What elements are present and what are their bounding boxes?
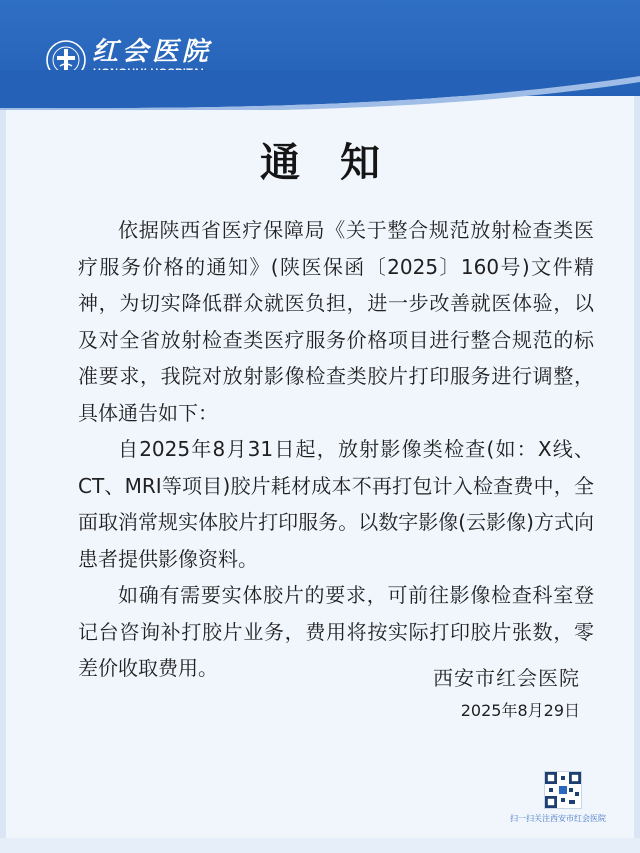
notice-paragraph-1: 依据陕西省医疗保障局《关于整合规范放射检查类医疗服务价格的通知》(陕医保函〔2025〕160号)文件精神，为切实降低群众就医负担，进一步改善就医体验，以及对全省放射检查类医疗服务价格项目进行整合规范的标准要求，我院对放射影像检查类胶片打印服务进行调整，具体通告如下： [78,218,594,425]
notice-paragraph-3: 如确有需要实体胶片的要求，可前往影像检查科室登记台咨询补打胶片业务，费用将按实际打印胶片张数，零差价收取费用。 [78,583,594,680]
brand-name-cn: 红会医院 [92,37,213,67]
notice-body [78,212,594,687]
signature-block [433,664,580,724]
qr-caption: 扫一扫关注西安市红会医院 [510,814,606,823]
right-border [634,0,640,853]
signature-name: 西安市红会医院 [433,666,580,690]
notice-title: 通知 [260,140,420,186]
qr-code[interactable] [544,771,582,809]
qr-code-icon [545,772,581,808]
bottom-band [0,838,640,853]
left-border [0,0,6,853]
header-wave [0,70,640,110]
notice-paragraph-2: 自2025年8月31日起，放射影像类检查(如：X线、CT、MRI等项目)胶片耗材成本不再打包计入检查费中，全面取消常规实体胶片打印服务。以数字影像(云影像)方式向患者提供影像资料。 [78,437,594,571]
signature-date: 2025年8月29日 [460,701,580,720]
